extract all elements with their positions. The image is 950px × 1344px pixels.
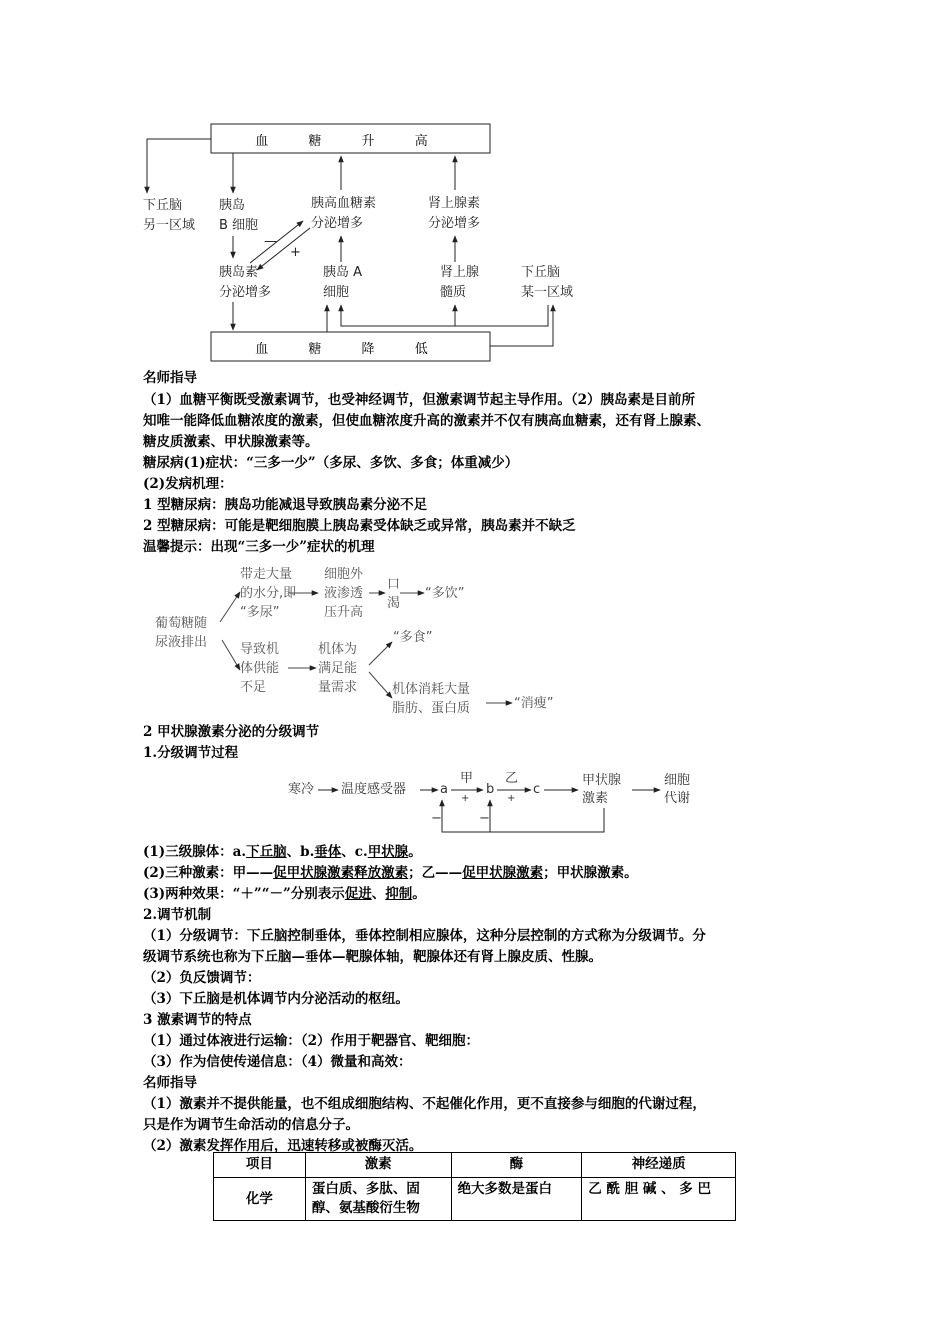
text-line: 不足 [240, 680, 267, 695]
text: ；乙—— [408, 865, 463, 881]
subheading-process: 1.分级调节过程 [143, 745, 239, 761]
flow-water-loss [240, 565, 296, 622]
two-effects [143, 884, 426, 904]
answer-pituitary: 垂体 [314, 844, 342, 860]
text-line: 体供能 [240, 661, 280, 676]
table-row [214, 1178, 736, 1221]
warm-tip: 温馨提示：出现“三多一少”症状的机理 [143, 539, 375, 555]
text-line: 葡萄糖随 [155, 616, 208, 631]
header-item: 项目 [214, 1153, 306, 1178]
heading-teacher-guide: 名师指导 [143, 370, 197, 386]
paragraph-line: 糖皮质激素、甲状腺激素等。 [143, 434, 319, 450]
text-line: 尿液排出 [155, 635, 208, 650]
comparison-table [213, 1152, 736, 1221]
box-blood-sugar-down: 血 糖 降 低 [255, 342, 446, 357]
text-line: 带走大量 [240, 567, 293, 582]
text-line: 胰岛 A [323, 265, 363, 280]
paragraph-line: （3）作为信使传递信息：（4）微量和高效： [143, 1054, 412, 1070]
text-line: 激素 [582, 791, 609, 806]
node-c: c [533, 782, 541, 797]
type2-diabetes: 2 型糖尿病：可能是靶细胞膜上胰岛素受体缺乏或异常，胰岛素并不缺乏 [143, 518, 576, 534]
text-line: 细胞外 [324, 567, 364, 582]
cell-hormone-chem: 蛋白质、多肽、固醇、氨基酸衍生物 [305, 1178, 451, 1221]
paragraph-line: （3）下丘脑是机体调节内分泌活动的枢纽。 [143, 991, 409, 1007]
cell-enzyme-chem: 绝大多数是蛋白 [451, 1178, 582, 1221]
three-glands [143, 842, 422, 862]
text-line: 细胞 [664, 773, 691, 788]
subheading-mechanism: 2.调节机制 [143, 907, 212, 923]
paragraph-line: 只是作为调节生命活动的信息分子。 [143, 1117, 359, 1133]
answer-tsh: 促甲状腺激素 [462, 865, 544, 881]
flow-thin: “消瘦” [514, 696, 554, 711]
text-line: 髓质 [440, 285, 467, 300]
label-islet-b [219, 196, 258, 236]
heading-teacher-guide-2: 名师指导 [143, 1075, 197, 1091]
label-yi: 乙 [505, 771, 519, 786]
text: 、b. [286, 844, 315, 860]
label-islet-a [323, 263, 362, 303]
flow-thirst [387, 575, 400, 613]
text-line: 口 [387, 577, 401, 592]
text-line: B 细胞 [219, 218, 259, 233]
text-line: 脂肪、蛋白质 [392, 701, 471, 716]
text: (1)三级腺体：a. [143, 844, 247, 860]
text: ；甲状腺激素。 [543, 865, 638, 881]
label-insulin [219, 263, 271, 303]
text-line: 胰高血糖素 [311, 196, 377, 211]
label-glucagon [311, 194, 376, 234]
flow-energy-need [318, 640, 357, 697]
three-hormones [143, 863, 638, 883]
text: (3)两种效果：“＋”“－”分别表示 [143, 886, 345, 902]
text-line: 下丘脑 [521, 265, 561, 280]
text-line: 分泌增多 [219, 285, 272, 300]
header-enzyme: 酶 [451, 1153, 582, 1178]
label-adrenaline [428, 194, 480, 234]
text-line: 机体为 [318, 642, 358, 657]
answer-hypothalamus: 下丘脑 [246, 844, 287, 860]
paragraph-line: （2）负反馈调节： [143, 970, 261, 986]
text-line: 的水分,即 [240, 586, 297, 601]
diabetes-symptoms: 糖尿病(1)症状：“三多一少”（多尿、多饮、多食；体重减少） [143, 455, 519, 471]
text-line: “多尿” [240, 605, 280, 620]
answer-promote: 促进 [344, 886, 372, 902]
text: 。 [412, 886, 426, 902]
text-line: 量需求 [318, 680, 358, 695]
text-line: 渴 [387, 596, 401, 611]
label-plus-2: + [507, 793, 516, 804]
text-line: 导致机 [240, 642, 280, 657]
cell-chemistry: 化学 [214, 1178, 306, 1221]
flow-osmotic [324, 565, 363, 622]
text: (2)三种激素：甲—— [143, 865, 274, 881]
paragraph-line: 级调节系统也称为下丘脑—垂体—靶腺体轴，靶腺体还有肾上腺皮质、性腺。 [143, 949, 602, 965]
paragraph-line: （1）血糖平衡既受激素调节，也受神经调节，但激素调节起主导作用。（2）胰岛素是目前所 [143, 392, 696, 408]
label-jia: 甲 [460, 771, 474, 786]
text-line: 胰岛 [219, 198, 246, 213]
node-b: b [486, 782, 495, 797]
cell-neuro-chem: 乙 酰 胆 碱 、 多 巴 [582, 1178, 736, 1221]
answer-thyroid: 甲状腺 [367, 844, 409, 860]
text-line: 分泌增多 [428, 216, 481, 231]
answer-inhibit: 抑制 [385, 886, 413, 902]
type1-diabetes: 1 型糖尿病：胰岛功能减退导致胰岛素分泌不足 [143, 497, 428, 513]
flow-start [155, 614, 207, 652]
text-line: 满足能 [318, 661, 358, 676]
paragraph-line: 知唯一能降低血糖浓度的激素，但使血糖浓度升高的激素并不仅有胰高血糖素，还有肾上腺素、 [143, 413, 710, 429]
node-cold: 寒冷 [288, 782, 315, 797]
text-line: 压升高 [324, 605, 364, 620]
header-hormone: 激素 [305, 1153, 451, 1178]
text-line: 另一区域 [143, 218, 196, 233]
paragraph-line: （1）分级调节：下丘脑控制垂体，垂体控制相应腺体，这种分层控制的方式称为分级调节。分 [143, 928, 706, 944]
node-metabolism [664, 772, 690, 808]
paragraph-line: （2）激素发挥作用后，迅速转移或被酶灭活。 [143, 1138, 423, 1154]
flow-consume [392, 680, 470, 718]
label-minus-1: − [431, 811, 442, 826]
text: 、 [371, 886, 386, 902]
text-line: 液渗透 [324, 586, 364, 601]
text-line: 细胞 [323, 285, 350, 300]
mechanism-heading: (2)发病机理： [143, 476, 233, 492]
node-a: a [440, 782, 448, 797]
node-thyroid-hormone [582, 772, 621, 808]
text-line: 某一区域 [521, 285, 574, 300]
text-line: 下丘脑 [143, 198, 183, 213]
label-hypothalamus-some [521, 263, 573, 303]
label-hypothalamus-other [143, 196, 195, 236]
text-line: 机体消耗大量 [392, 682, 471, 697]
text-line: 肾上腺素 [428, 196, 481, 211]
label-adrenal-medulla [440, 263, 479, 303]
text-line: 胰岛素 [219, 265, 259, 280]
flow-energy-shortage [240, 640, 279, 697]
label-plus-1: + [461, 793, 470, 804]
label-minus-2: − [479, 811, 490, 826]
answer-trh: 促甲状腺激素释放激素 [273, 865, 409, 881]
table-header-row [214, 1153, 736, 1178]
heading-features: 3 激素调节的特点 [143, 1012, 252, 1028]
heading-thyroid: 2 甲状腺激素分泌的分级调节 [143, 724, 320, 740]
text: 、c. [341, 844, 368, 860]
flow-drink-more: “多饮” [425, 586, 465, 601]
label-plus: + [290, 245, 301, 260]
text-line: 代谢 [664, 791, 691, 806]
node-receptor: 温度感受器 [341, 782, 407, 797]
text-line: 甲状腺 [582, 773, 622, 788]
text-line: 肾上腺 [440, 265, 480, 280]
text: 。 [408, 844, 422, 860]
flow-eat-more: “多食” [393, 630, 433, 645]
header-neurotransmitter: 神经递质 [582, 1153, 736, 1178]
box-blood-sugar-up: 血 糖 升 高 [255, 134, 446, 149]
paragraph-line: （1）激素并不提供能量，也不组成细胞结构、不起催化作用，更不直接参与细胞的代谢过程， [143, 1096, 706, 1112]
text-line: 分泌增多 [311, 216, 364, 231]
paragraph-line: （1）通过体液进行运输：（2）作用于靶器官、靶细胞： [143, 1033, 480, 1049]
label-minus: — [264, 234, 277, 249]
